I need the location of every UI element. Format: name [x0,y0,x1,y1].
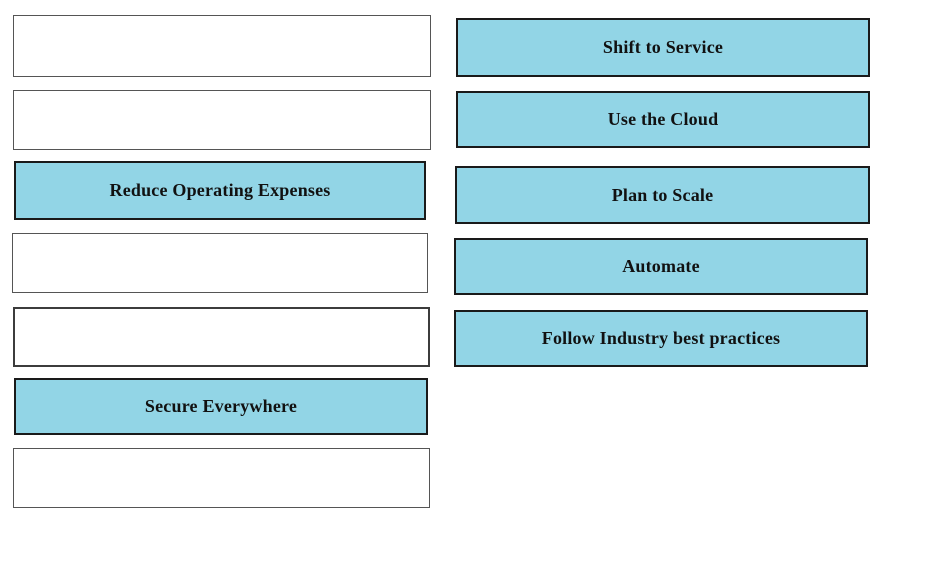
left-box-6-label: Secure Everywhere [144,396,298,416]
right-box-2-label: Use the Cloud [607,109,719,129]
left-box-5[interactable] [13,307,430,367]
right-box-2-use-the-cloud[interactable] [456,91,870,148]
left-box-3-label: Reduce Operating Expenses [109,180,331,200]
right-box-1-shift-to-service[interactable] [456,18,870,77]
left-box-4[interactable] [12,233,428,293]
right-box-5-label: Follow Industry best practices [541,328,781,348]
left-box-1[interactable] [13,15,431,77]
left-box-2[interactable] [13,90,431,150]
right-box-4-automate[interactable] [454,238,868,295]
right-box-1-label: Shift to Service [602,37,724,57]
left-box-7[interactable] [13,448,430,508]
right-box-4-label: Automate [622,256,700,276]
left-box-3-reduce-operating-expenses[interactable] [14,161,426,220]
right-box-5-follow-industry-best-practices[interactable] [454,310,868,367]
right-box-3-plan-to-scale[interactable] [455,166,870,224]
right-box-3-label: Plan to Scale [611,184,714,205]
left-box-6-secure-everywhere[interactable] [14,378,428,435]
